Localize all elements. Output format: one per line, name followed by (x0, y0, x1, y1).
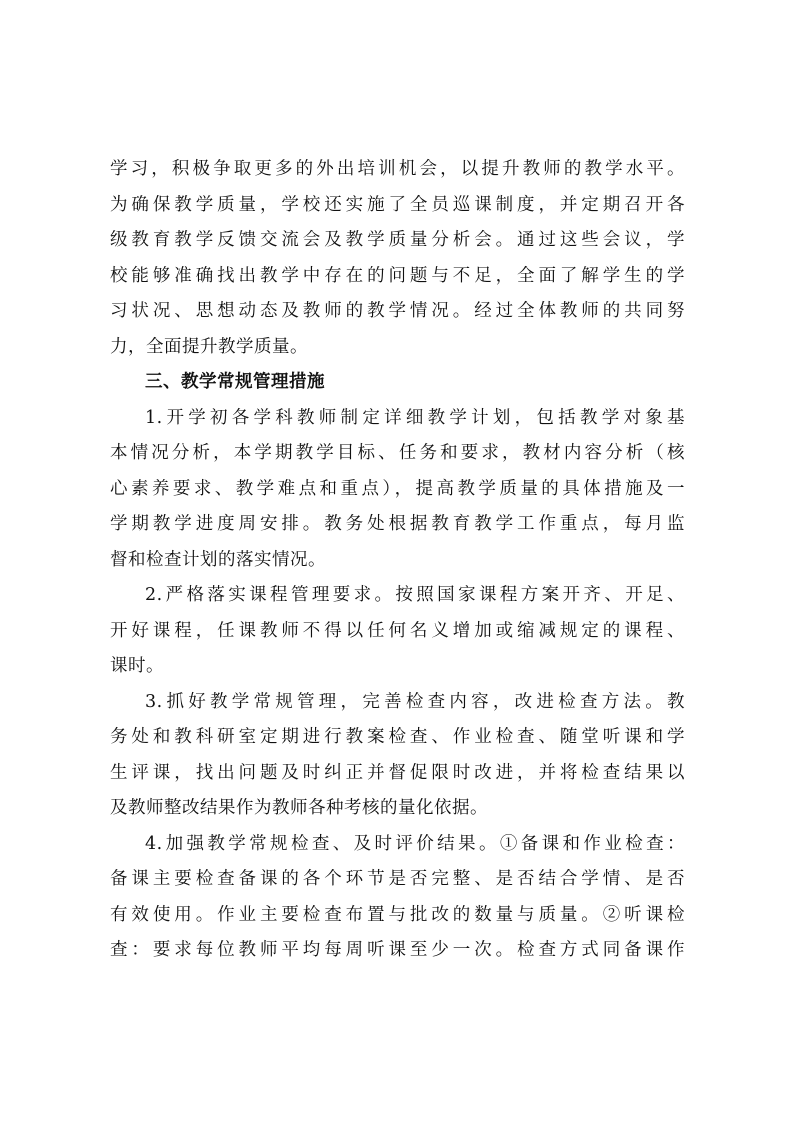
text-line: 备课主要检查备课的各个环节是否完整、是否结合学情、是否 (110, 869, 685, 889)
text-line: 学习，积极争取更多的外出培训机会，以提升教师的教学水平。 (110, 159, 685, 179)
text-line: 3.抓好教学常规管理，完善检查内容，改进检查方法。教 (145, 691, 685, 712)
text-line: 本情况分析，本学期教学目标、任务和要求，教材内容分析（核 (110, 443, 685, 463)
text-line: 督和检查计划的落实情况。 (110, 549, 326, 570)
text-line: 课时。 (110, 656, 164, 676)
text-line: 学期教学进度周安排。教务处根据教育教学工作重点，每月监 (110, 514, 685, 534)
text-line: 习状况、思想动态及教师的教学情况。经过全体教师的共同努 (110, 301, 685, 321)
text-line: 1.开学初各学科教师制定详细教学计划，包括教学对象基 (145, 407, 685, 428)
text-line: 开好课程，任课教师不得以任何名义增加或缩减规定的课程、 (110, 620, 685, 641)
paragraph-continuation (110, 152, 685, 365)
paragraph-item-3 (110, 685, 685, 827)
text-line: 2.严格落实课程管理要求。按照国家课程方案开齐、开足、 (145, 585, 685, 605)
text-line: 为确保教学质量，学校还实施了全员巡课制度，并定期召开各 (110, 194, 685, 215)
text-line: 生评课，找出问题及时纠正并督促限时改进，并将检查结果以 (110, 762, 685, 783)
paragraph-item-1 (110, 401, 685, 579)
text-line: 力，全面提升教学质量。 (110, 336, 308, 357)
paragraph-item-2 (110, 578, 685, 685)
text-line: 级教育教学反馈交流会及教学质量分析会。通过这些会议，学 (110, 230, 685, 250)
document-body (110, 152, 685, 969)
text-line: 心素养要求、教学难点和重点），提高教学质量的具体措施及一 (110, 478, 685, 499)
text-line: 有效使用。作业主要检查布置与批改的数量与质量。②听课检 (110, 904, 685, 925)
section-heading: 三、教学常规管理措施 (145, 372, 325, 392)
text-line: 务处和教科研室定期进行教案检查、作业检查、随堂听课和学 (110, 727, 685, 747)
paragraph-item-4 (110, 827, 685, 969)
text-line: 校能够准确找出教学中存在的问题与不足，全面了解学生的学 (110, 265, 685, 286)
text-line: 及教师整改结果作为教师各种考核的量化依据。 (110, 798, 488, 818)
text-line: 4.加强教学常规检查、及时评价结果。①备课和作业检查： (145, 833, 685, 854)
text-line: 查：要求每位教师平均每周听课至少一次。检查方式同备课作 (110, 940, 685, 960)
